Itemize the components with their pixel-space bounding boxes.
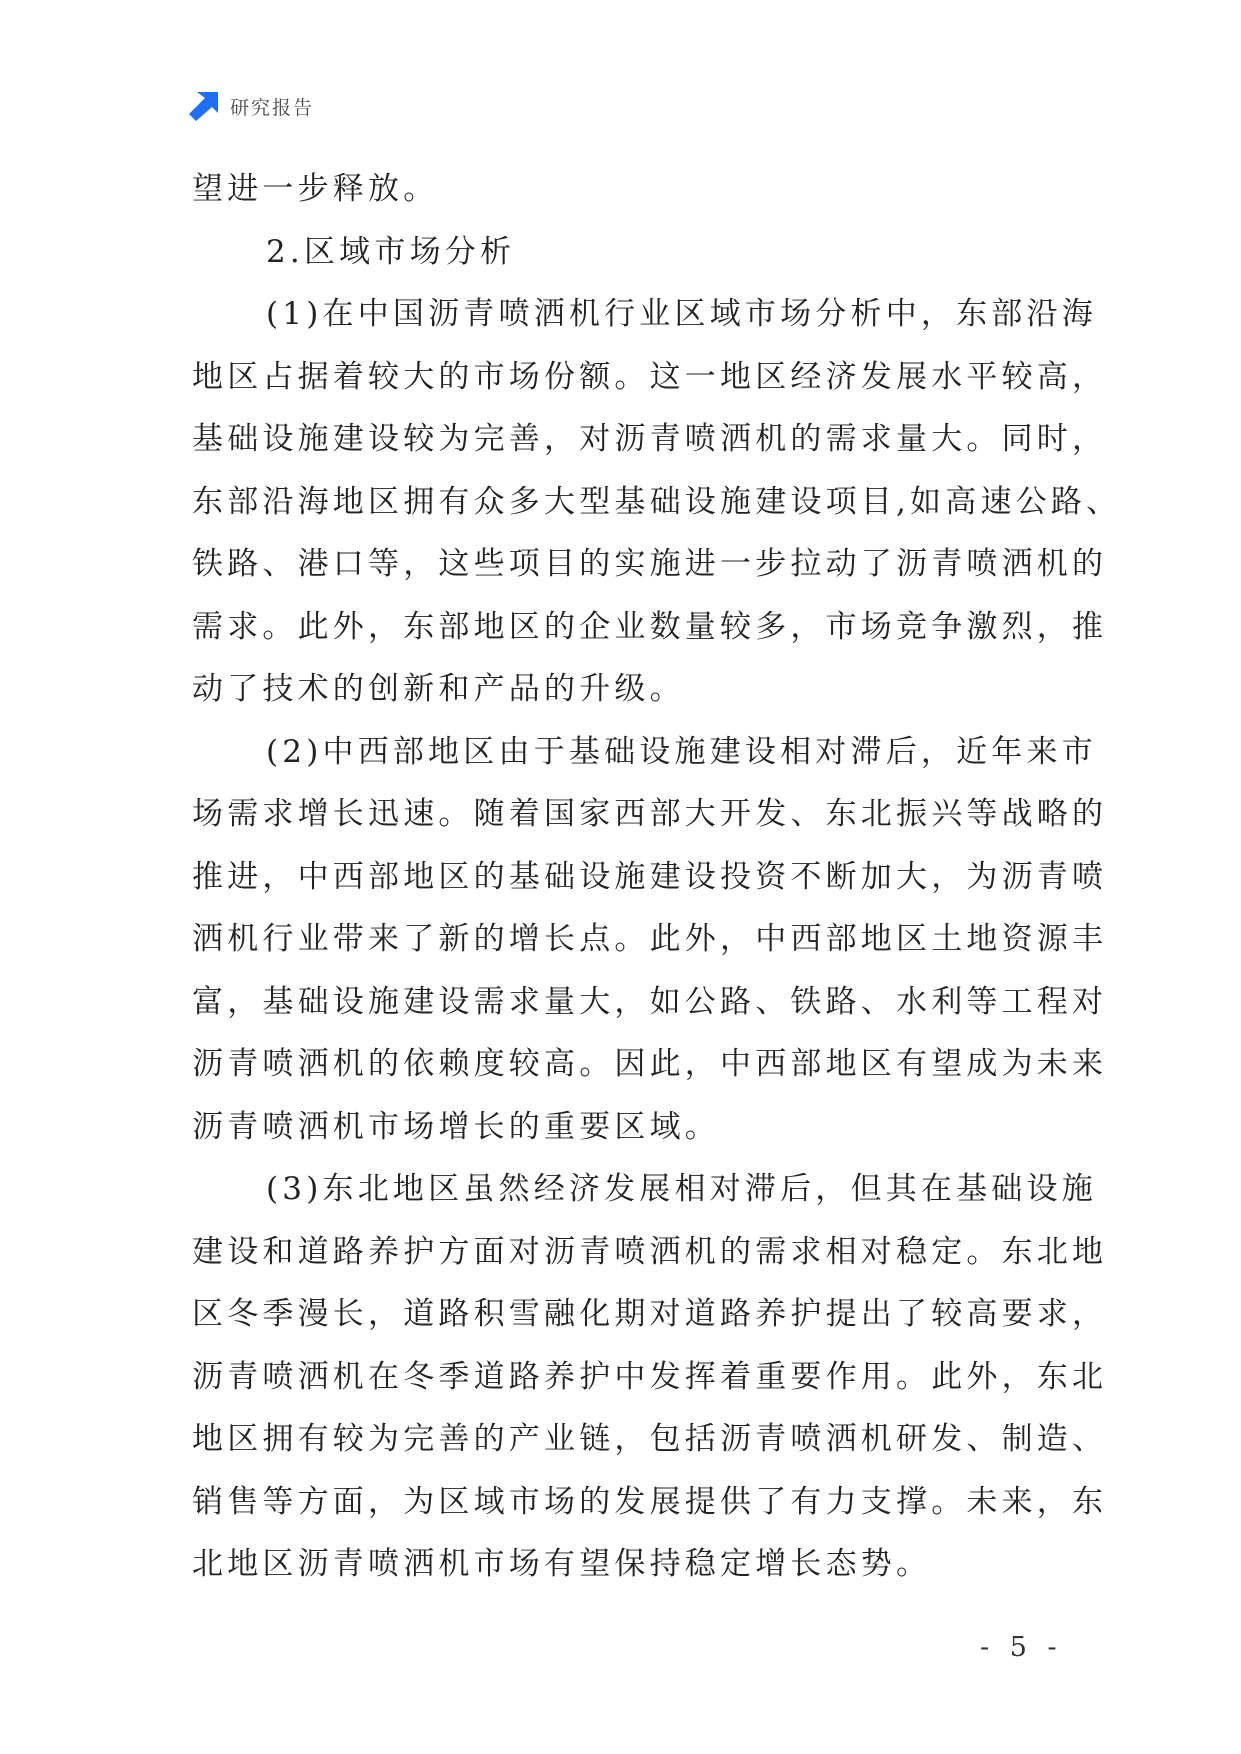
- paragraph-3-line: 北地区沥青喷洒机市场有望保持稳定增长态势。: [192, 1546, 932, 1582]
- paragraph-1-line: 东部沿海地区拥有众多大型基础设施建设项目,如高速公路、: [192, 483, 1122, 520]
- paragraph-1-line: 动了技术的创新和产品的升级。: [192, 671, 685, 707]
- paragraph-2-line: 洒机行业带来了新的增长点。此外，中西部地区土地资源丰: [192, 921, 1108, 957]
- paragraph-1-line: 地区占据着较大的市场份额。这一地区经济发展水平较高，: [192, 358, 1108, 395]
- report-header: [188, 90, 314, 122]
- paragraph-1-line: (1)在中国沥青喷洒机行业区域市场分析中，东部沿海: [266, 296, 1097, 332]
- paragraph-1-line: 基础设施建设较为完善，对沥青喷洒机的需求量大。同时，: [192, 421, 1108, 457]
- document-body: [192, 158, 1122, 1596]
- paragraph-3-line: 沥青喷洒机在冬季道路养护中发挥着重要作用。此外，东北: [192, 1358, 1108, 1395]
- paragraph-1-line: 需求。此外，东部地区的企业数量较多，市场竞争激烈，推: [192, 608, 1108, 645]
- paragraph-3-line: 销售等方面，为区域市场的发展提供了有力支撑。未来，东: [192, 1483, 1108, 1520]
- paragraph-2-line: 富，基础设施建设需求量大，如公路、铁路、水利等工程对: [192, 983, 1108, 1020]
- paragraph-2-line: (2)中西部地区由于基础设施建设相对滞后，近年来市: [266, 733, 1097, 770]
- paragraph-1-line: 铁路、港口等，这些项目的实施进一步拉动了沥青喷洒机的: [192, 546, 1108, 582]
- paragraph-2-line: 推进，中西部地区的基础设施建设投资不断加大，为沥青喷: [192, 858, 1108, 895]
- paragraph-2-line: 沥青喷洒机市场增长的重要区域。: [192, 1108, 720, 1145]
- text-line: 望进一步释放。: [192, 171, 439, 207]
- page-number: - 5 -: [980, 1632, 1063, 1663]
- paragraph-2-line: 场需求增长迅速。随着国家西部大开发、东北振兴等战略的: [192, 796, 1108, 832]
- arrow-up-right-icon: [188, 90, 220, 122]
- paragraph-3-line: 地区拥有较为完善的产业链，包括沥青喷洒机研发、制造、: [192, 1421, 1108, 1457]
- paragraph-2-line: 沥青喷洒机的依赖度较高。因此，中西部地区有望成为未来: [192, 1046, 1108, 1082]
- section-heading: 2.区域市场分析: [266, 233, 516, 270]
- paragraph-3-line: (3)东北地区虽然经济发展相对滞后，但其在基础设施: [266, 1171, 1097, 1207]
- paragraph-3-line: 区冬季漫长，道路积雪融化期对道路养护提出了较高要求，: [192, 1296, 1108, 1332]
- header-title: 研究报告: [230, 96, 315, 119]
- paragraph-3-line: 建设和道路养护方面对沥青喷洒机的需求相对稳定。东北地: [192, 1233, 1108, 1270]
